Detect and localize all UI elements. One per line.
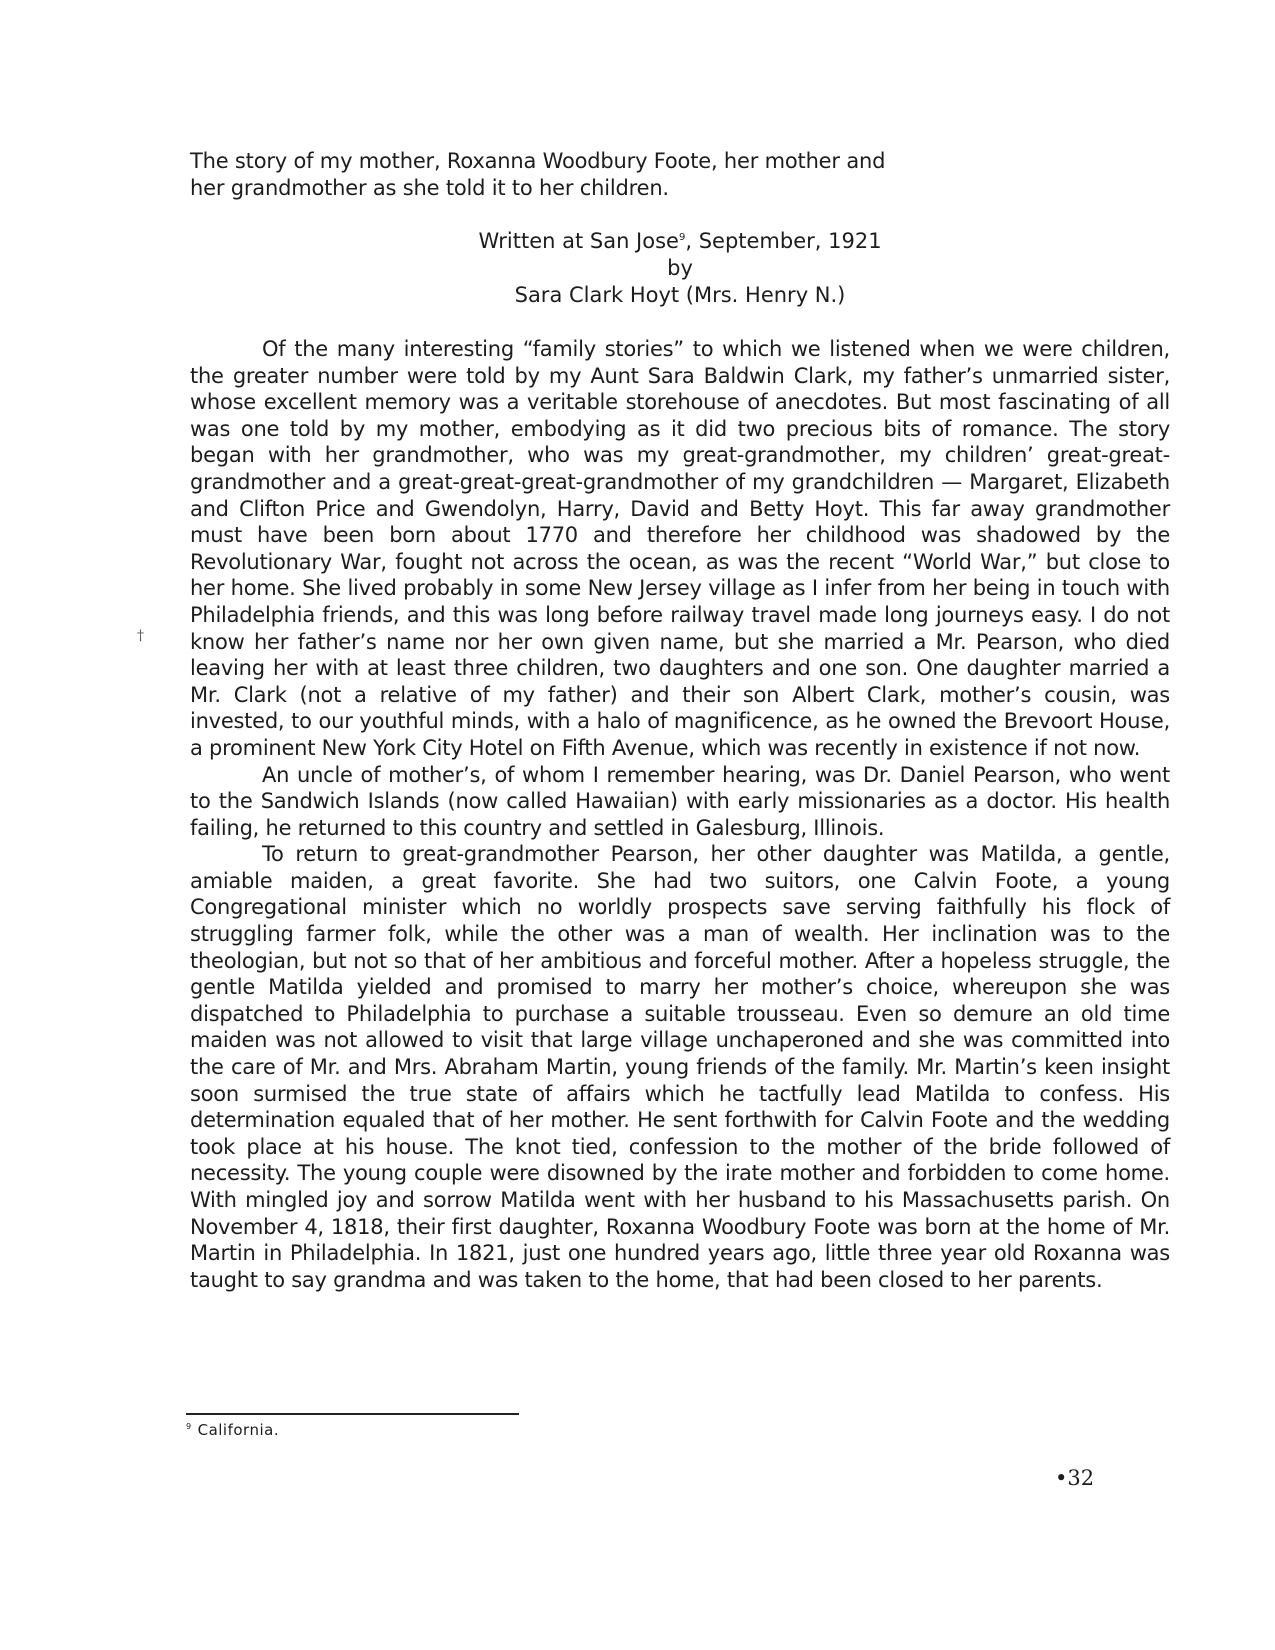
intro-heading [190, 148, 1030, 202]
byline-written-at: Written at San Jose [478, 229, 679, 253]
intro-line-1: The story of my mother, Roxanna Woodbury Foote, her mother and [190, 149, 886, 173]
page-number: •32 [1055, 1466, 1095, 1490]
paragraph: Of the many interesting “family stories” to which we listened when we were children, the greater number were told by my Aunt Sara Baldwin Clark, my father’s unmarried sister, whose excellent memory was a veritable storehouse of anecdotes. But most fascinating of all was one told by my mother, embodying as it did two precious bits of romance. The story began with her grandmother, who was my great-grandmother, my children’ great-great-grandmother and a great-great-great-grandmother of my grandchildren — Margaret, Elizabeth and Clifton Price and Gwendolyn, Harry, David and Betty Hoyt. This far away grandmother must have been born about 1770 and therefore her childhood was shadowed by the Revolutionary War, fought not across the ocean, as was the recent “World War,” but close to her home. She lived probably in some New Jersey village as I infer from her being in touch with Philadelphia friends, and this was long before railway travel made long journeys easy. I do not know her father’s name nor her own given name, but she married a Mr. Pearson, who died leaving her with at least three children, two daughters and one son. One daughter married a Mr. Clark (not a relative of my father) and their son Albert Clark, mother’s cousin, was invested, to our youthful minds, with a halo of magnificence, as he owned the Brevoort House, a prominent New York City Hotel on Fifth Avenue, which was recently in existence if not now. [190, 337, 1170, 760]
byline [420, 228, 940, 309]
byline-by: by [667, 256, 693, 280]
footnote-marker: 9 [186, 1422, 192, 1431]
paragraph: An uncle of mother’s, of whom I remember hearing, was Dr. Daniel Pearson, who went to the Sandwich Islands (now called Hawaiian) with early missionaries as a doctor. His health failing, he returned to this country and settled in Galesburg, Illinois. [190, 762, 1170, 840]
intro-line-2: her grandmother as she told it to her children. [190, 176, 669, 200]
byline-author: Sara Clark Hoyt (Mrs. Henry N.) [514, 283, 846, 307]
byline-written-line [420, 228, 940, 255]
paragraph: To return to great-grandmother Pearson, her other daughter was Matilda, a gentle, amiable maiden, a great favorite. She had two suitors, one Calvin Foote, a young Congregational minister which no worldly prospects save serving faithfully his flock of struggling farmer folk, while the other was a man of wealth. Her inclination was to the theologian, but not so that of her ambitious and forceful mother. After a hopeless struggle, the gentle Matilda yielded and promised to marry her mother’s choice, whereupon she was dispatched to Philadelphia to purchase a suitable trousseau. Even so demure an old time maiden was not allowed to visit that large village unchaperoned and she was committed into the care of Mr. and Mrs. Abraham Martin, young friends of the family. Mr. Martin’s keen insight soon surmised the true state of affairs which he tactfully lead Matilda to confess. His determination equaled that of her mother. He sent forthwith for Calvin Foote and the wedding took place at his house. The knot tied, confession to the mother of the bride followed of necessity. The young couple were disowned by the irate mother and forbidden to come home. With mingled joy and sorrow Matilda went with her husband to his Massachusetts parish. On November 4, 1818, their first daughter, Roxanna Woodbury Foote was born at the home of Mr. Martin in Philadelphia. In 1821, just one hundred years ago, little three year old Roxanna was taught to say grandma and was taken to the home, that had been closed to her parents. [190, 842, 1170, 1292]
byline-date: , September, 1921 [685, 229, 882, 253]
stray-margin-mark: † [137, 628, 144, 644]
body-text [190, 336, 1170, 1293]
footnote-divider [186, 1413, 519, 1415]
footnote [186, 1420, 279, 1440]
footnote-reference: 9 [678, 232, 686, 243]
footnote-text: California. [197, 1421, 280, 1439]
